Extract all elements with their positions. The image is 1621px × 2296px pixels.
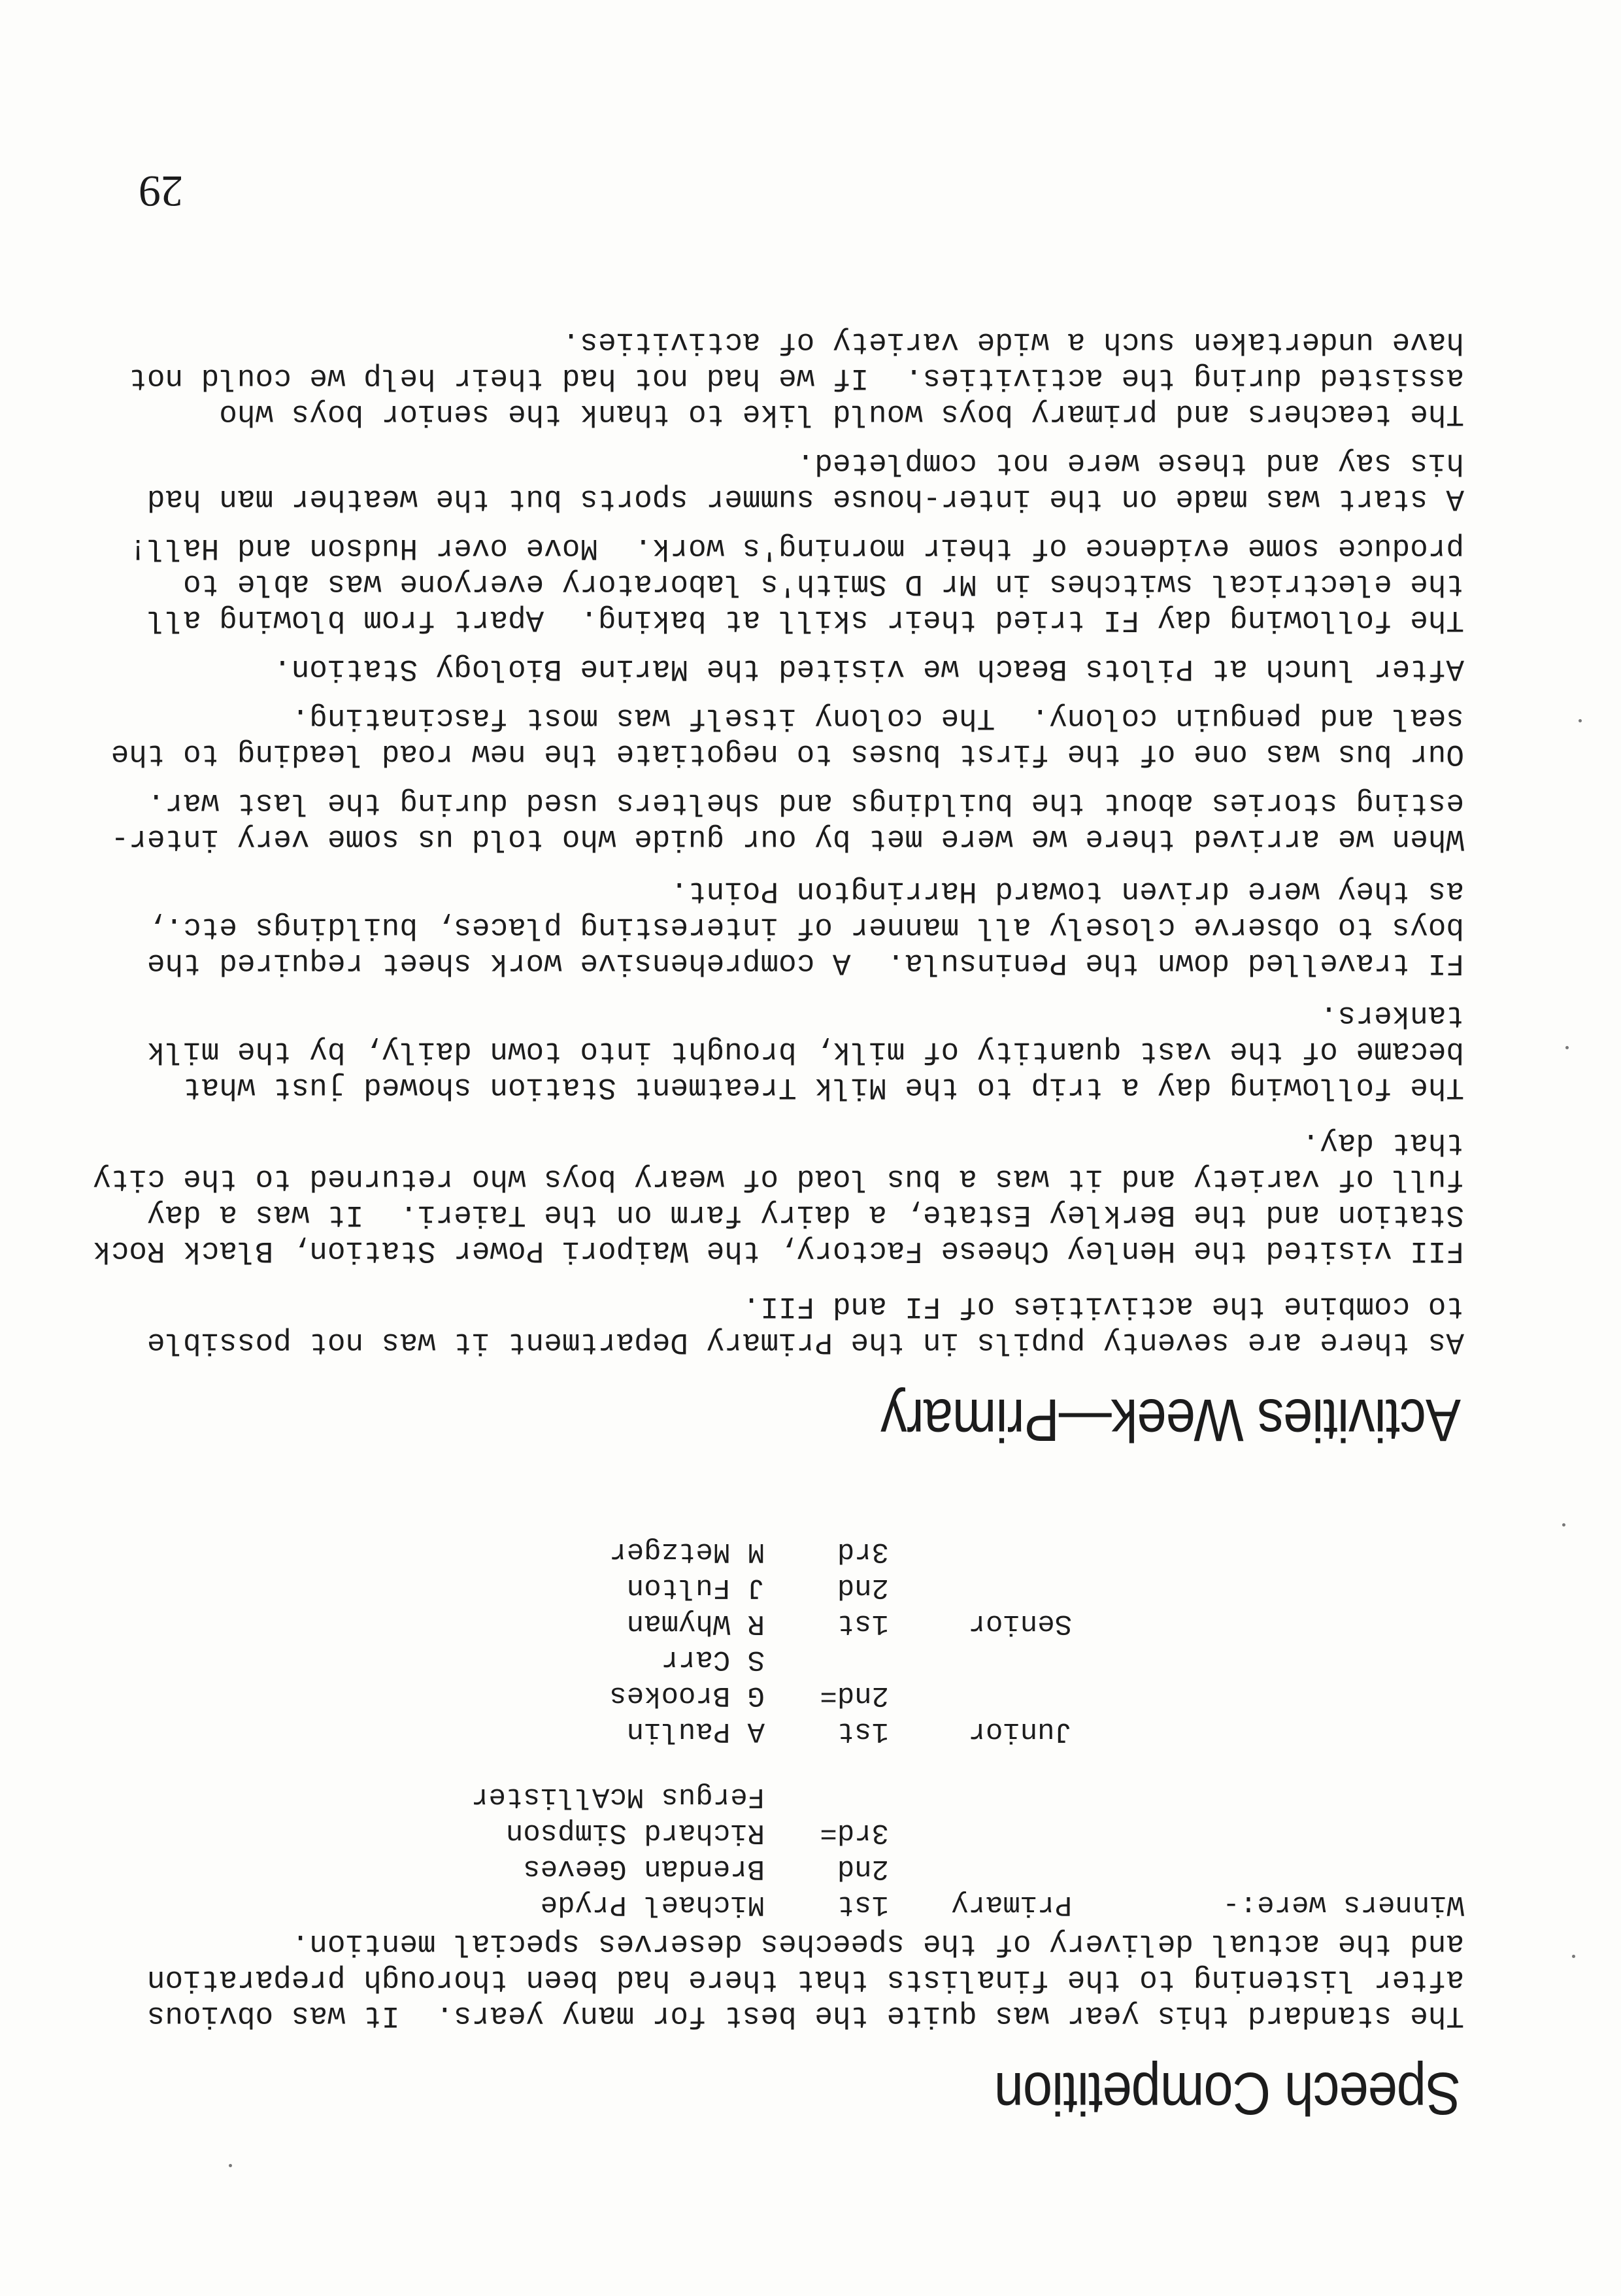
scan-speck [1562, 1523, 1565, 1527]
winner-name: Michael Pryde [540, 1888, 765, 1921]
activities-paragraph: When we arrived there we were met by our guide who told us some very inter- esting stories about the buildings and shelters used during the last war. [110, 786, 1464, 856]
winner-name: J Fulton [626, 1571, 765, 1604]
place-label: 2nd= [820, 1679, 889, 1712]
place-label: 1st [837, 1607, 889, 1640]
activities-paragraph: FI travelled down the Peninsula. A comprehensive work sheet required the boys to observe closely all manner of interesting places, buildings etc., as they were driven toward Harrington Point. [146, 874, 1464, 980]
scan-speck [1565, 1046, 1569, 1049]
place-label: 2nd [837, 1571, 889, 1604]
division-primary: Primary [951, 1888, 1072, 1921]
activities-paragraph: Our bus was one of the first buses to negotiate the new road leading to the seal and penguin colony. The colony itself was most fascinating. [110, 701, 1464, 771]
activities-paragraph: The following day FI tried their skill at baking. Apart from blowing all the electrical switches in Mr D Smith's laboratory everyone was able to produce some evidence of their morning's work. Move over Hudson and Hall! [129, 531, 1464, 637]
division-junior: Junior [968, 1715, 1072, 1747]
scan-speck [1579, 719, 1582, 722]
place-label: 1st [837, 1888, 889, 1921]
winner-name: M Metzger [609, 1535, 765, 1568]
place-label: 1st [837, 1715, 889, 1747]
activities-week-heading: Activities Week—Primary [881, 1387, 1461, 1453]
winner-name: Richard Simpson [505, 1816, 765, 1849]
place-label: 3rd [837, 1535, 889, 1568]
winner-name: A Paulin [626, 1715, 765, 1747]
place-label: 2nd [837, 1852, 889, 1885]
activities-paragraph: After lunch at Pilots Beach we visited the Marine Biology Station. [273, 652, 1464, 686]
winners-label: Winners were:- [1222, 1888, 1464, 1921]
activities-paragraph: The teachers and primary boys would like to thank the senior boys who assisted during the activities. If we had not had their help we could not have undertaken such a wide variety of activities. [129, 325, 1464, 431]
winner-name: G Brookes [609, 1679, 765, 1712]
scan-speck [1572, 1955, 1575, 1958]
place-label: 3rd= [820, 1816, 889, 1849]
scan-speck [229, 2164, 232, 2167]
speech-competition-heading: Speech Competition [994, 2060, 1461, 2127]
activities-paragraph: As there are seventy pupils in the Primary Department it was not possible to combine the activities of FI and FII. [146, 1289, 1464, 1359]
winner-name: Fergus McAllister [471, 1780, 765, 1813]
winner-name: S Carr [661, 1643, 765, 1676]
winner-name: Brendan Geeves [523, 1852, 765, 1885]
speech-intro-paragraph: The standard this year was quite the best for many years. It was obvious after listening to the finalists that there had been thorough preparation and the actual delivery of the speeches deserves special mention. [146, 1927, 1464, 2033]
activities-paragraph: The following day a trip to the Milk Treatment Station showed just what became of the vast quantity of milk, brought into town daily, by the milk tankers. [146, 998, 1464, 1104]
page-number: 29 [139, 167, 183, 216]
winner-name: R Whyman [626, 1607, 765, 1640]
activities-paragraph: A start was made on the inter-house summer sports but the weather man had his say and these were not completed. [146, 446, 1464, 516]
activities-paragraph: FII visited the Henley Cheese Factory, the Waipori Power Station, Black Rock Station and the Berkley Estate, a dairy farm on the Taieri. It was a day full of variety and it was a bus load of weary boys who returned to the city that day. [93, 1126, 1464, 1268]
division-senior: Senior [968, 1607, 1072, 1640]
